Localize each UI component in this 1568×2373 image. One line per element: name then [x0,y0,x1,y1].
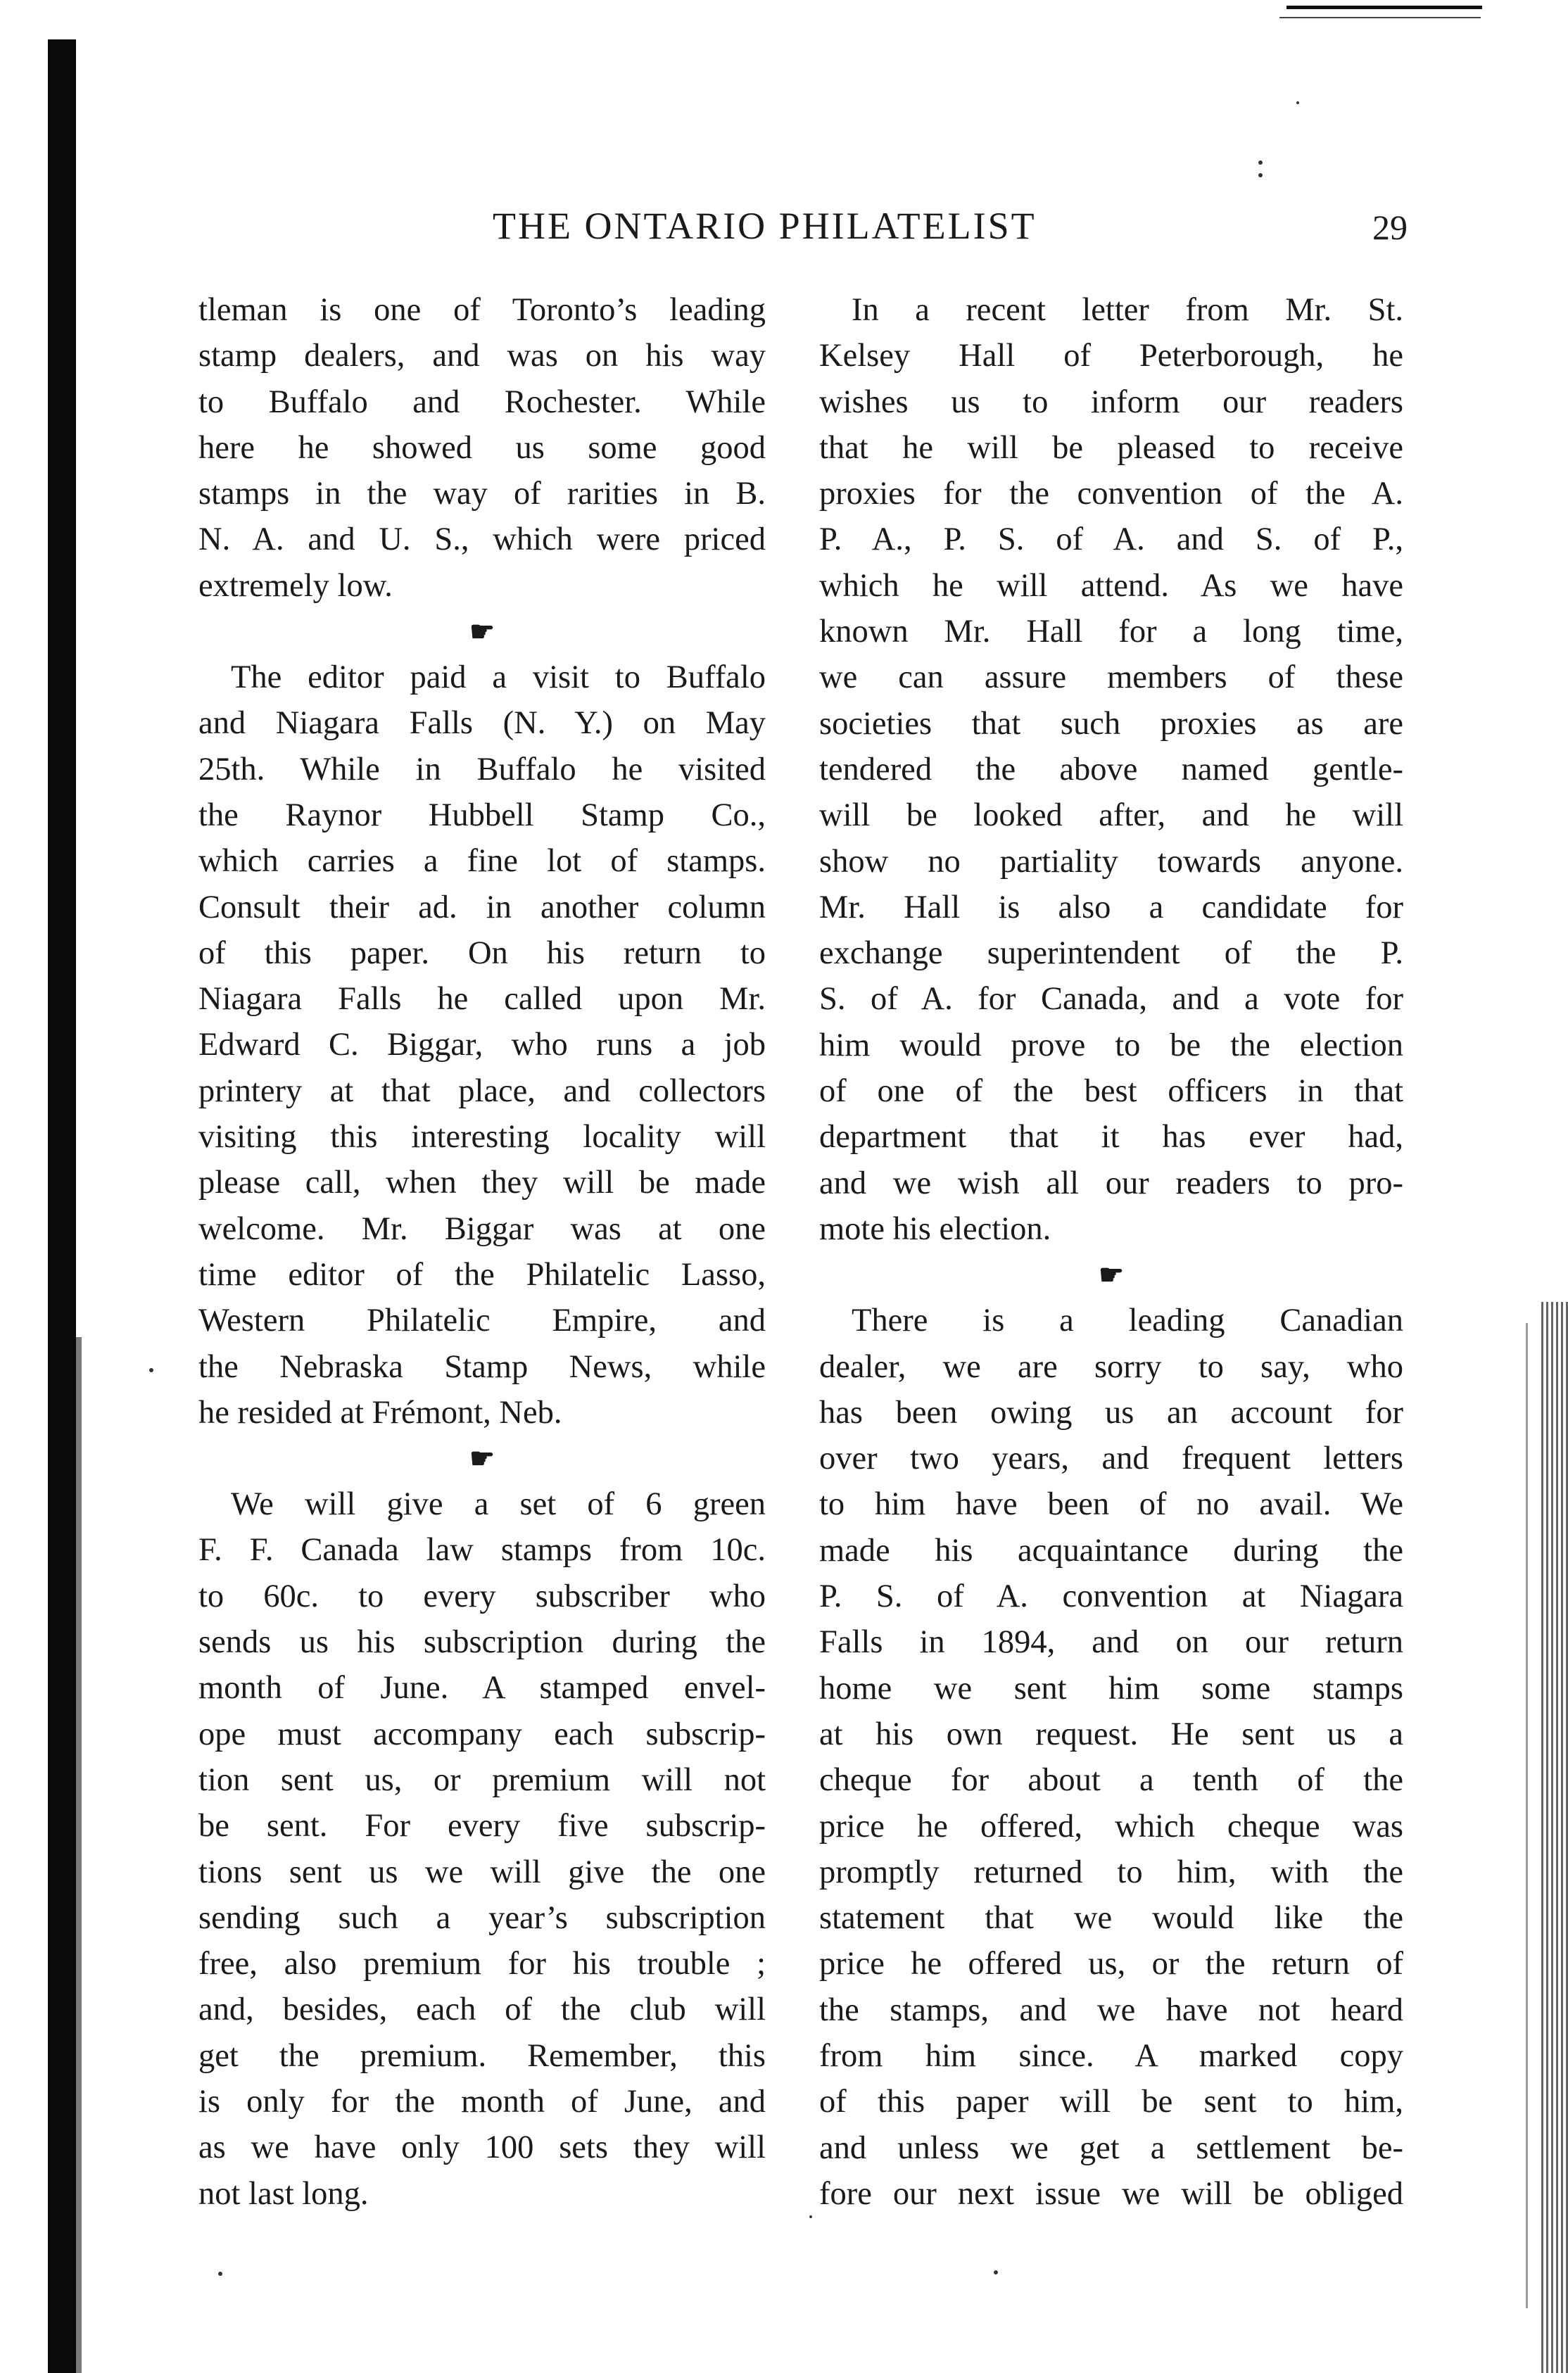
text-line: sending such a year’s subscription [198,1899,766,1936]
text-line: N. A. and U. S., which were priced [198,521,766,558]
text-line: has been owing us an account for [819,1394,1403,1431]
text-line: proxies for the convention of the A. [819,476,1403,512]
section-ornament: ☛ [1099,1259,1124,1291]
text-line: and, besides, each of the club will [198,1992,766,2028]
text-line: societies that such proxies as are [819,705,1403,742]
text-line: to him have been of no avail. We [819,1486,1403,1523]
text-line: fore our next issue we will be obliged [819,2175,1403,2212]
journal-title: THE ONTARIO PHILATELIST [493,205,1037,247]
text-line: Edward C. Biggar, who runs a job [198,1027,766,1063]
paragraph [819,287,1403,1252]
text-line: In a recent letter from Mr. St. [852,292,1403,328]
text-line: from him since. A marked copy [819,2037,1403,2074]
text-line: home we sent him some stamps [819,1670,1403,1707]
text-line: department that it has ever had, [819,1119,1403,1156]
text-line: promptly returned to him, with the [819,1854,1403,1890]
text-line: known Mr. Hall for a long time, [819,614,1403,650]
text-line: month of June. A stamped envel- [198,1670,766,1707]
speck [218,2272,222,2276]
text-line: which carries a fine lot of stamps. [198,843,766,880]
paragraph [198,287,766,609]
text-line: The editor paid a visit to Buffalo [231,659,766,696]
text-line: Western Philatelic Empire, and [198,1303,766,1339]
text-line: sends us his subscription during the [198,1624,766,1661]
text-line: We will give a set of 6 green [231,1486,766,1523]
text-line: we can assure members of these [819,659,1403,696]
text-line: S. of A. for Canada, and a vote for [819,981,1403,1018]
text-line: be sent. For every five subscrip- [198,1808,766,1844]
text-line: printery at that place, and collectors [198,1072,766,1109]
text-line: not last long. [198,2175,369,2212]
text-line: him would prove to be the election [819,1027,1403,1063]
left-column [198,287,766,2217]
text-line: mote his election. [819,1210,1051,1247]
running-header [169,204,1408,260]
text-line: to Buffalo and Rochester. While [198,384,766,420]
text-line: tion sent us, or premium will not [198,1761,766,1798]
speck [809,2215,812,2218]
paragraph [198,1481,766,2217]
text-line: stamp dealers, and was on his way [198,338,766,374]
text-line: show no partiality towards anyone. [819,843,1403,880]
text-line: of this paper will be sent to him, [819,2084,1403,2120]
text-line: over two years, and frequent letters [819,1441,1403,1477]
text-line: welcome. Mr. Biggar was at one [198,1210,766,1247]
text-line: price he offered us, or the return of [819,1946,1403,1982]
text-line: and Niagara Falls (N. Y.) on May [198,705,766,742]
text-line: of this paper. On his return to [198,935,766,971]
speck [1258,160,1263,165]
text-line: Niagara Falls he called upon Mr. [198,981,766,1018]
text-line: visiting this interesting locality will [198,1119,766,1156]
section-ornament: ☛ [469,1443,495,1475]
text-line: cheque for about a tenth of the [819,1762,1403,1799]
top-rule [1286,6,1482,9]
text-line: exchange superintendent of the P. [819,935,1403,972]
text-line: and unless we get a settlement be- [819,2130,1403,2166]
text-line: he resided at Frémont, Neb. [198,1394,562,1431]
text-line: of one of the best officers in that [819,1073,1403,1110]
text-line: tendered the above named gentle- [819,751,1403,787]
text-line: made his acquaintance during the [819,1532,1403,1569]
page-edge-line [1526,1323,1528,2308]
text-line: here he showed us some good [198,429,766,466]
text-line: F. F. Canada law stamps from 10c. [198,1532,766,1569]
text-line: Kelsey Hall of Peterborough, he [819,338,1403,374]
text-line: There is a leading Canadian [852,1303,1403,1339]
text-line: tleman is one of Toronto’s leading [198,292,766,328]
text-line: Mr. Hall is also a candidate for [819,889,1403,925]
text-line: P. S. of A. convention at Niagara [819,1578,1403,1615]
text-line: the Raynor Hubbell Stamp Co., [198,797,766,833]
text-line: Consult their ad. in another column [198,889,766,925]
text-line: tions sent us we will give the one [198,1854,766,1890]
text-line: price he offered, which cheque was [819,1808,1403,1844]
text-line: please call, when they will be made [198,1165,766,1201]
section-ornament: ☛ [469,616,495,648]
text-line: which he will attend. As we have [819,567,1403,604]
text-line: as we have only 100 sets they will [198,2130,766,2166]
text-line: dealer, we are sorry to say, who [819,1348,1403,1385]
text-line: statement that we would like the [819,1900,1403,1937]
text-line: the stamps, and we have not heard [819,1992,1403,2028]
text-line: Falls in 1894, and on our return [819,1624,1403,1661]
page-number: 29 [1372,208,1408,247]
speck [149,1368,153,1372]
text-line: that he will be pleased to receive [819,429,1403,466]
top-rule-thin [1279,17,1481,18]
text-line: 25th. While in Buffalo he visited [198,751,766,787]
speck [994,2270,998,2274]
text-line: to 60c. to every subscriber who [198,1578,766,1614]
text-line: free, also premium for his trouble ; [198,1946,766,1982]
text-line: stamps in the way of rarities in B. [198,476,766,512]
text-line: at his own request. He sent us a [819,1716,1403,1752]
paragraph [198,654,766,1436]
text-line: P. A., P. S. of A. and S. of P., [819,521,1403,558]
speck [1296,101,1299,104]
text-line: ope must accompany each subscrip- [198,1716,766,1752]
text-line: the Nebraska Stamp News, while [198,1348,766,1385]
text-line: and we wish all our readers to pro- [819,1165,1403,1201]
text-line: extremely low. [198,567,393,604]
binding-shadow-edge [76,1337,82,2373]
paragraph [819,1298,1403,2217]
text-line: get the premium. Remember, this [198,2037,766,2074]
speck [1258,173,1263,177]
text-line: will be looked after, and he will [819,797,1403,834]
binding-shadow-left [48,39,76,2373]
page-edge-right [1541,1302,1568,2373]
right-column [819,287,1403,2217]
text-line: time editor of the Philatelic Lasso, [198,1256,766,1293]
text-line: is only for the month of June, and [198,2083,766,2120]
text-line: wishes us to inform our readers [819,384,1403,420]
